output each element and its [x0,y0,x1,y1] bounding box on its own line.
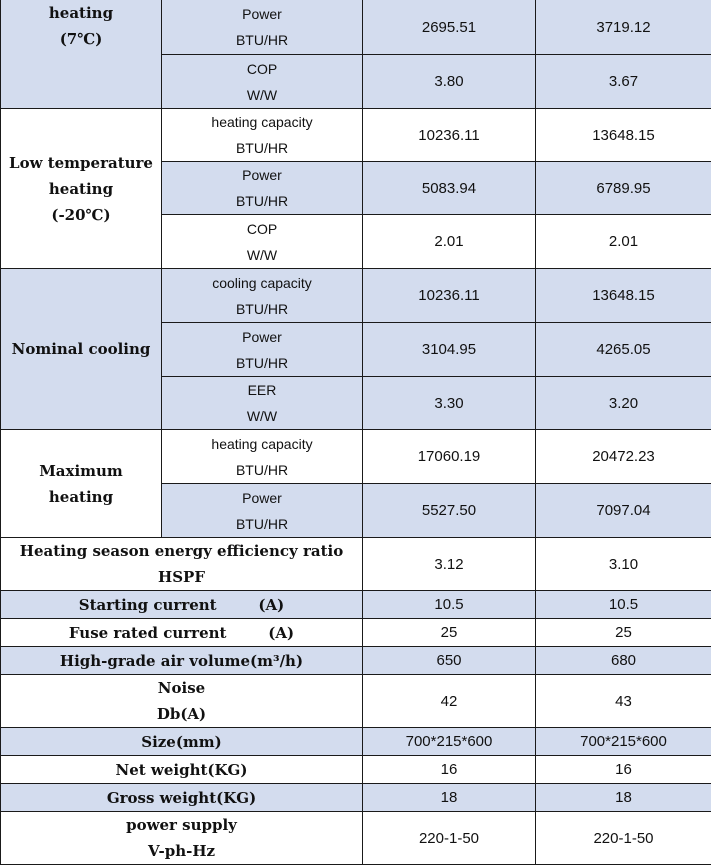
value-cell: 20472.23 [536,430,711,484]
value-cell: 3.30 [363,377,536,430]
row-label-nominal-cooling: Nominal cooling [1,269,162,430]
value-cell: 650 [363,647,536,675]
param-cell: Power BTU/HR [162,323,363,377]
value-cell: 2695.51 [363,0,536,55]
value-cell: 3.67 [536,55,711,109]
param-cell: heating capacity BTU/HR [162,109,363,162]
value-cell: 3104.95 [363,323,536,377]
value-cell: 10.5 [363,591,536,619]
param-cell: COP W/W [162,55,363,109]
value-cell: 16 [363,756,536,784]
value-cell: 10236.11 [363,269,536,323]
value-cell: 6789.95 [536,162,711,215]
row-label-power-supply: power supply V-ph-Hz [1,812,363,865]
row-label-fuse-rated-current: Fuse rated current (A) [1,619,363,647]
value-cell: 42 [363,675,536,728]
param-cell: COP W/W [162,215,363,269]
value-cell: 13648.15 [536,269,711,323]
value-cell: 43 [536,675,711,728]
value-cell: 680 [536,647,711,675]
value-cell: 10236.11 [363,109,536,162]
value-cell: 5527.50 [363,484,536,538]
row-label-air-volume: High-grade air volume(m³/h) [1,647,363,675]
row-label-gross-weight: Gross weight(KG) [1,784,363,812]
value-cell: 18 [363,784,536,812]
value-cell: 16 [536,756,711,784]
row-label-low-temperature-heating: Low temperature heating (-20℃) [1,109,162,269]
value-cell: 18 [536,784,711,812]
value-cell: 700*215*600 [536,728,711,756]
row-label-noise: Noise Db(A) [1,675,363,728]
value-cell: 17060.19 [363,430,536,484]
value-cell: 3.80 [363,55,536,109]
value-cell: 7097.04 [536,484,711,538]
row-label-maximum-heating: Maximum heating [1,430,162,538]
row-label-hspf: Heating season energy efficiency ratio HSPF [1,538,363,591]
value-cell: 4265.05 [536,323,711,377]
value-cell: 220-1-50 [536,812,711,865]
param-cell: heating capacity BTU/HR [162,430,363,484]
value-cell: 25 [536,619,711,647]
row-label-starting-current: Starting current (A) [1,591,363,619]
value-cell: 10.5 [536,591,711,619]
value-cell: 25 [363,619,536,647]
value-cell: 5083.94 [363,162,536,215]
value-cell: 220-1-50 [363,812,536,865]
value-cell: 3.20 [536,377,711,430]
value-cell: 13648.15 [536,109,711,162]
value-cell: 2.01 [536,215,711,269]
value-cell: 3719.12 [536,0,711,55]
param-cell: Power BTU/HR [162,162,363,215]
value-cell: 700*215*600 [363,728,536,756]
row-label-size: Size(mm) [1,728,363,756]
value-cell: 3.10 [536,538,711,591]
param-cell: Power BTU/HR [162,0,363,55]
row-label-net-weight: Net weight(KG) [1,756,363,784]
value-cell: 2.01 [363,215,536,269]
param-cell: cooling capacity BTU/HR [162,269,363,323]
value-cell: 3.12 [363,538,536,591]
param-cell: EER W/W [162,377,363,430]
param-cell: Power BTU/HR [162,484,363,538]
row-label-heating-7c: heating (7℃) [1,0,162,109]
